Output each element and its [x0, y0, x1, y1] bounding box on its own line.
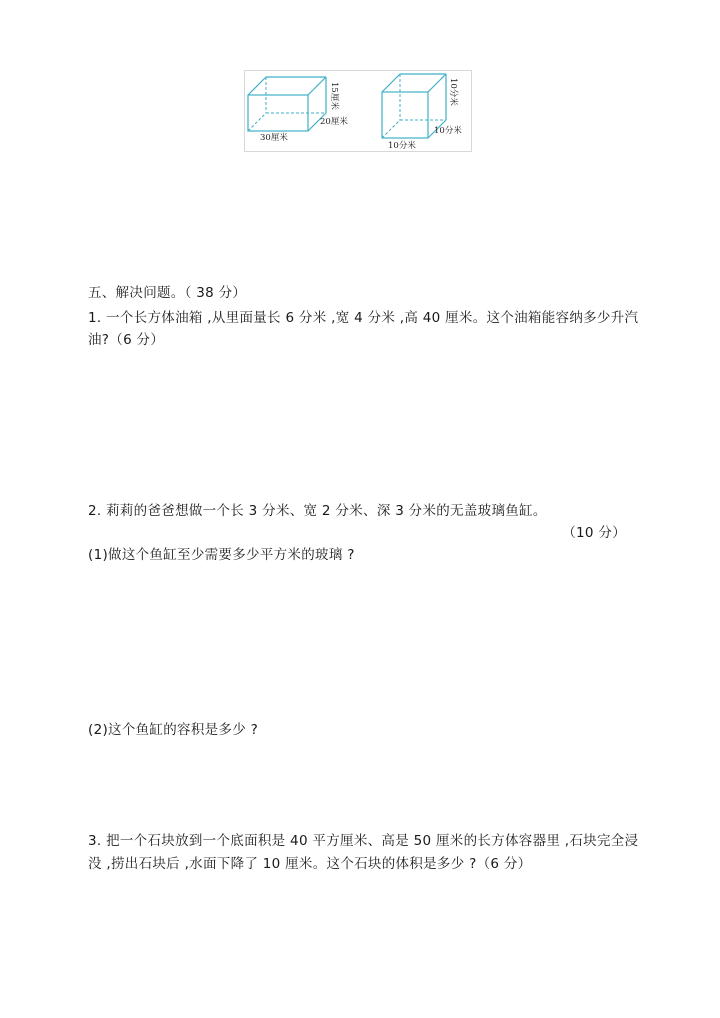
figure-strip: [244, 70, 472, 152]
cube-front-face: [382, 92, 428, 138]
q2-score: （10 分）: [562, 525, 626, 541]
section-title: 五、解决问题。（ 38 分）: [88, 285, 247, 301]
prism-height-label: 15厘米: [329, 82, 339, 110]
q3-text-line-2: 没 ,捞出石块后 ,水面下降了 10 厘米。这个石块的体积是多少 ?（6 分）: [88, 856, 532, 872]
cube-length-label: 10分米: [388, 141, 416, 151]
q1-text-line-1: 1. 一个长方体油箱 ,从里面量长 6 分米 ,宽 4 分米 ,高 40 厘米。这个油箱能容纳多少升汽: [88, 310, 639, 326]
prism-width-label: 20厘米: [320, 117, 348, 127]
q2-subquestion-1: (1)做这个鱼缸至少需要多少平方米的玻璃 ?: [88, 547, 355, 563]
prism-length-label: 30厘米: [260, 133, 288, 143]
cube-height-label: 10分米: [448, 78, 458, 106]
cube-width-label: 10分米: [434, 126, 462, 136]
rectangular-prism-figure: [248, 77, 326, 131]
q2-subquestion-2: (2)这个鱼缸的容积是多少 ?: [88, 722, 259, 738]
q1-text-line-2: 油?（6 分）: [88, 332, 165, 348]
q3-text-line-1: 3. 把一个石块放到一个底面积是 40 平方厘米、高是 50 厘米的长方体容器里 ,石块完全浸: [88, 833, 639, 849]
solid-figures-diagram: [244, 70, 472, 152]
q2-text-line-1: 2. 莉莉的爸爸想做一个长 3 分米、宽 2 分米、深 3 分米的无盖玻璃鱼缸。: [88, 503, 547, 519]
